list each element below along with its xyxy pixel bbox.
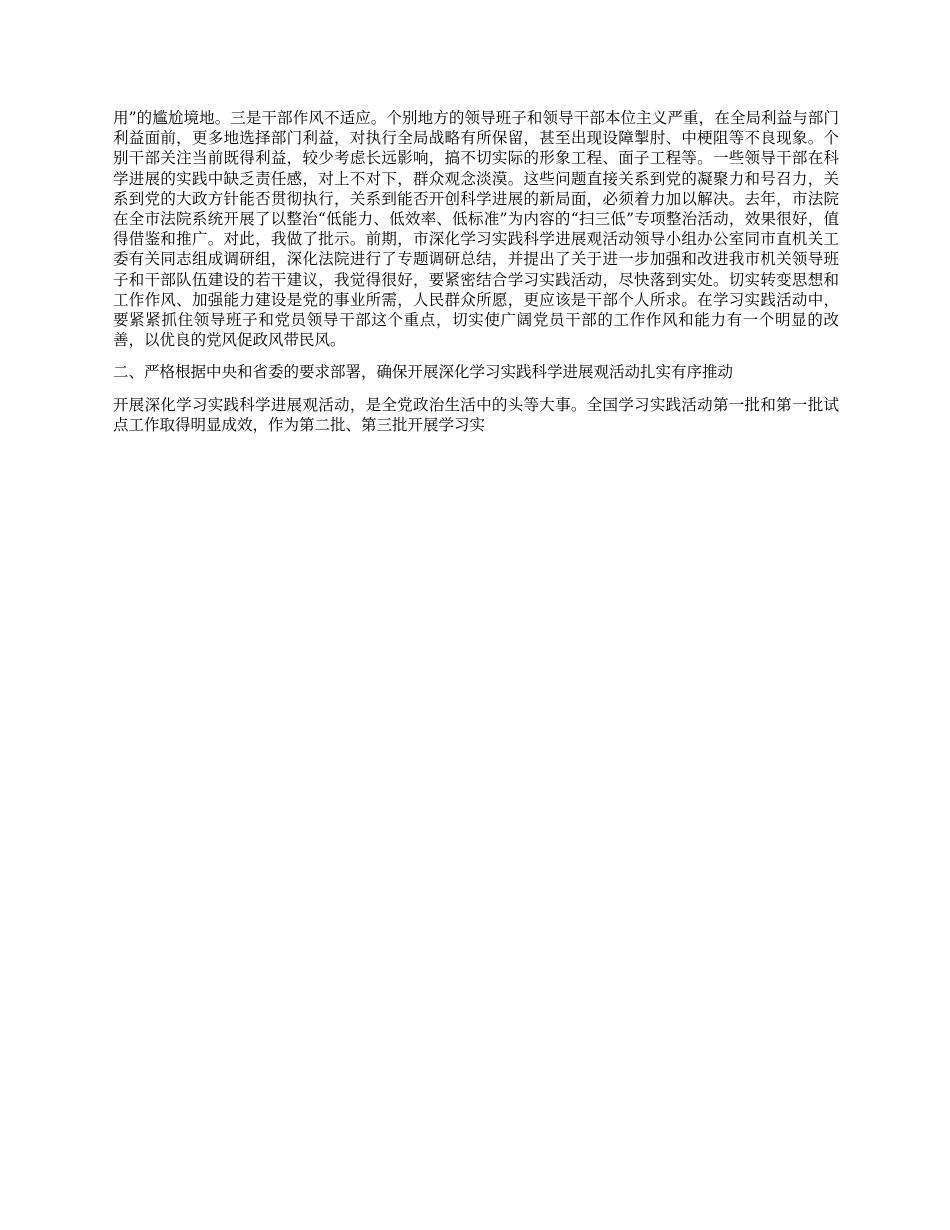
section-heading: 二、严格根据中央和省委的要求部署，确保开展深化学习实践科学进展观活动扎实有序推动 xyxy=(113,363,734,382)
body-paragraph: 用”的尴尬境地。三是干部作风不适应。个别地方的领导班子和领导干部本位主义严重，在全局利益与部门利益面前，更多地选择部门利益，对执行全局战略有所保留，甚至出现设障掣肘、中梗阻等不良现象。个别干部关注当前既得利益，较少考虑长远影响，搞不切实际的形象工程、面子工程等。一些领导干部在科学进展的实践中缺乏责任感，对上不对下，群众观念淡漠。这些问题直接关系到党的凝聚力和号召力，关系到党的大政方针能否贯彻执行，关系到能否开创科学进展的新局面，必须着力加以解决。去年，市法院在全市法院系统开展了以整治“低能力、低效率、低标准”为内容的“扫三低”专项整治活动，效果很好，值得借鉴和推广。对此，我做了批示。前期，市深化学习实践科学进展观活动领导小组办公室同市直机关工委有关同志组成调研组，深化法院进行了专题调研总结，并提出了关于进一步加强和改进我市机关领导班子和干部队伍建设的若干建议，我觉得很好，要紧密结合学习实践活动，尽快落到实处。切实转变思想和工作作风、加强能力建设是党的事业所需，人民群众所愿，更应该是干部个人所求。在学习实践活动中，要紧紧抓住领导班子和党员领导干部这个重点，切实使广阔党员干部的工作作风和能力有一个明显的改善，以优良的党风促政风带民风。 xyxy=(113,109,839,350)
document-body xyxy=(113,108,839,447)
body-paragraph: 开展深化学习实践科学进展观活动，是全党政治生活中的头等大事。全国学习实践活动第一批和第一批试点工作取得明显成效，作为第二批、第三批开展学习实 xyxy=(113,395,839,434)
